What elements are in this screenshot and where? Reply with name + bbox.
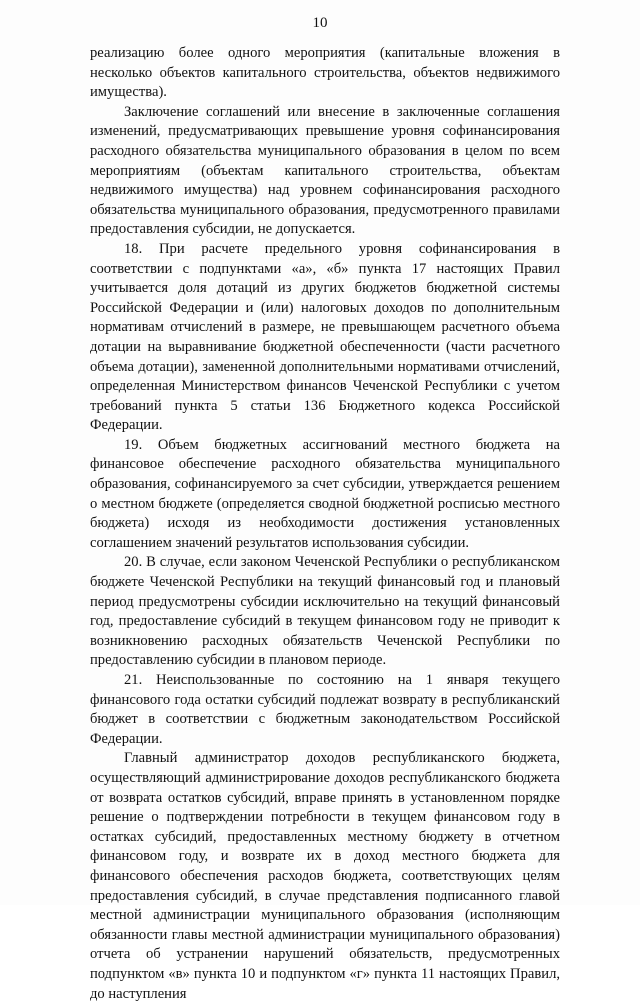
paragraph-continuation: реализацию более одного мероприятия (капитальные вложения в несколько объектов капитального строительства, объектов недвижимого имущества).: [90, 45, 560, 101]
page-number: 10: [312, 15, 328, 31]
document-body: [90, 44, 560, 1004]
paragraph-21: 21. Неиспользованные по состоянию на 1 января текущего финансового года остатки субсидий подлежат возврату в республиканский бюджет в соответствии с бюджетным законодательством Российской Федерации.: [90, 672, 560, 747]
paragraph-18: 18. При расчете предельного уровня софинансирования в соответствии с подпунктами «а», «б» пункта 17 настоящих Правил учитывается доля дотаций из других бюджетов бюджетной системы Российской Федерации и (или) налоговых доходов по дополнительным нормативам отчислений в размере, не превышающем расчетного объема дотации на выравнивание бюджетной обеспеченности (части расчетного объема дотации), замененной дополнительными нормативами отчислений, определенная Министерством финансов Чеченской Республики с учетом требований пункта 5 статьи 136 Бюджетного кодекса Российской Федерации.: [90, 240, 560, 434]
paragraph-chief-administrator: Главный администратор доходов республиканского бюджета, осуществляющий администрирование доходов республиканского бюджета от возврата остатков субсидий, вправе принять в установленном порядке решение о подтверждении потребности в текущем финансовом году в остатках субсидий, предоставленных местному бюджету в отчетном финансовом году, и возврате их в доход местного бюджета для финансового обеспечения расходов бюджета, соответствующих целям предоставления субсидий, в случае представления подписанного главой местной администрации муниципального образования (исполняющим обязанности главы местной администрации муниципального образования) отчета об устранении нарушений обязательств, предусмотренных подпунктом «в» пункта 10 и подпунктом «г» пункта 11 настоящих Правил, до наступления: [90, 750, 560, 1002]
paragraph-20: 20. В случае, если законом Чеченской Республики о республиканском бюджете Чеченской Республики на текущий финансовый год и плановый период предусмотрены субсидии исключительно на текущий финансовый год, предоставление субсидий в текущем финансовом году не приводит к возникновению расходных обязательств Чеченской Республики по предоставлению субсидии в плановом периоде.: [90, 554, 560, 669]
paragraph-agreements: Заключение соглашений или внесение в заключенные соглашения изменений, предусматривающих превышение уровня софинансирования расходного обязательства муниципального образования в целом по всем мероприятиям (объектам капитального строительства, объектам недвижимого имущества) над уровнем софинансирования расходного обязательства муниципального образования, предусмотренного правилами предоставления субсидии, не допускается.: [90, 103, 560, 238]
paragraph-19: 19. Объем бюджетных ассигнований местного бюджета на финансовое обеспечение расходного обязательства муниципального образования, софинансируемого за счет субсидии, утверждается решением о местном бюджете (определяется сводной бюджетной росписью местного бюджета) исходя из необходимости достижения установленных соглашением значений результатов использования субсидии.: [90, 436, 560, 551]
